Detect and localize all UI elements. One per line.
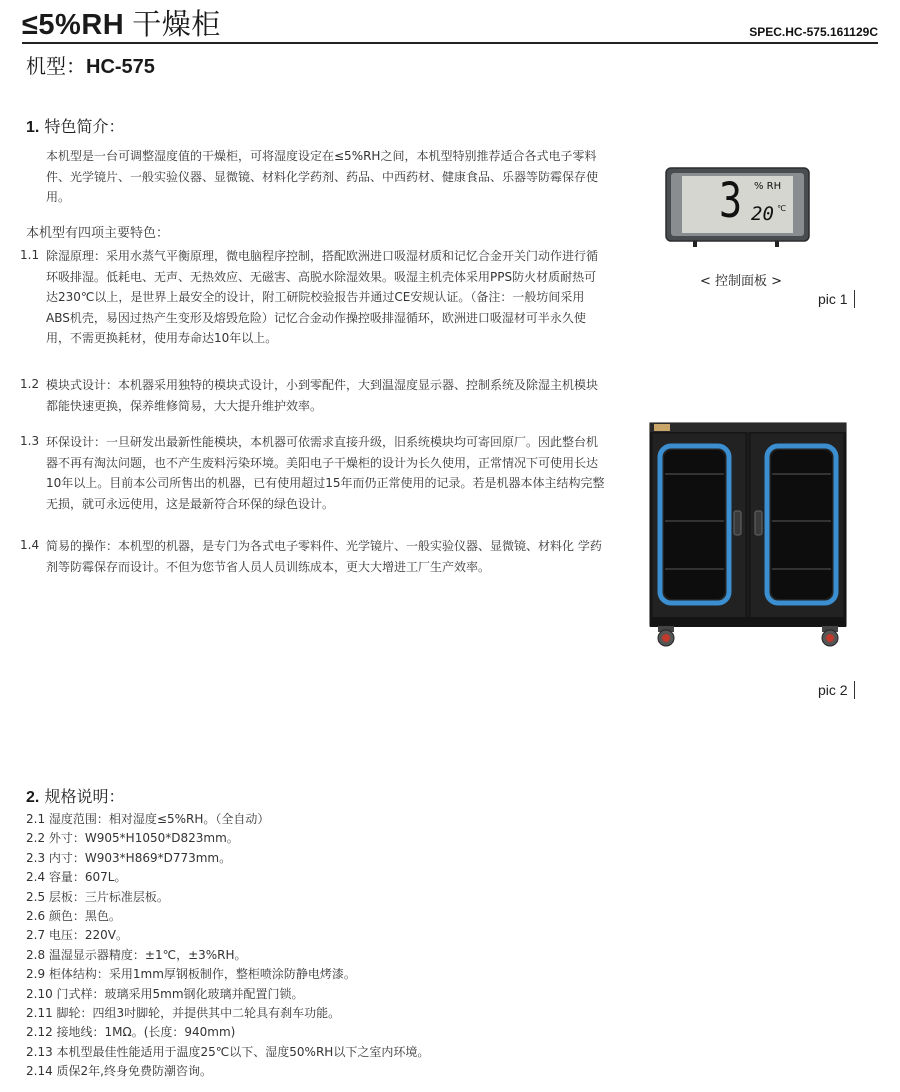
pic1-bracket (854, 290, 855, 308)
spec-item: 2.11 脚轮：四组3吋脚轮，并提供其中二轮具有刹车功能。 (26, 1006, 341, 1021)
section1-heading: 1. 特色简介： (26, 117, 125, 136)
feature-text: 模块式设计：本机器采用独特的模块式设计，小到零配件，大到温湿度显示器、控制系统及除湿主机模块都能快速更换，保养维修简易，大大提升维护效率。 (46, 378, 599, 413)
spec-item: 2.4 容量：607L。 (26, 870, 127, 885)
feature-num: 1.2 (20, 377, 40, 391)
spec-item: 2.7 电压：220V。 (26, 928, 129, 943)
page-title: ≤5%RH 干燥柜 (22, 7, 221, 41)
feature-text: 除湿原理：采用水蒸气平衡原理，微电脑程序控制，搭配欧洲进口吸湿材质和记忆合金开关门动作进行循环吸排湿。低耗电、无声、无热效应、无磁害、高脱水除湿效果。吸湿主机壳体采用PPS防火材质耐热可达230℃以上，是世界上最安全的设计，附工研院校验报告并通过CE安规认证。（备注：一般坊间采用ABS机壳，易因过热产生变形及熔毁危险）记忆合金动作操控吸排湿循环，欧洲进口吸湿材可半永久使用，不需更换耗材，使用寿命达10年以上。 (46, 249, 599, 345)
feature-num: 1.4 (20, 538, 40, 552)
spec-item: 2.12 接地线：1MΩ。(长度：940mm) (26, 1025, 236, 1040)
lcd-temperature: 20 (751, 203, 774, 225)
model-heading: 机型：HC-575 (26, 54, 155, 78)
spec-item: 2.8 温湿显示器精度：±1℃，±3%RH。 (26, 947, 247, 962)
spec-item: 2.9 柜体结构：采用1mm厚钢板制作，整柜喷涂防静电烤漆。 (26, 967, 356, 982)
spec-item: 2.3 内寸：W903*H869*D773mm。 (26, 850, 232, 865)
pic2-label: pic 2 (818, 682, 848, 698)
pic2-bracket (854, 681, 855, 699)
section1-intro: 本机型是一台可调整湿度值的干燥柜，可将湿度设定在≤5%RH之间，本机型特别推荐适合各式电子零料件、光学镜片、一般实验仪器、显微镜、材料化学药剂、药品、中西药材、健康食品、乐器等防霉保存使用。 (46, 149, 599, 204)
spec-item: 2.1 湿度范围：相对湿度≤5%RH。（全自动） (26, 812, 270, 826)
spec-item: 2.6 颜色：黑色。 (26, 909, 121, 924)
spec-item: 2.14 质保2年,终身免费防潮咨询。 (26, 1064, 212, 1079)
spec-item: 2.10 门式样：玻璃采用5mm钢化玻璃并配置门锁。 (26, 986, 304, 1001)
control-panel-caption: < 控制面板 > (700, 274, 783, 289)
pic1-label: pic 1 (818, 291, 848, 307)
lcd-temp-unit: ℃ (777, 204, 786, 213)
spec-code: SPEC.HC-575.161129C (749, 25, 878, 39)
lcd-humidity-digit: 3 (719, 173, 743, 229)
section2-heading: 2. 规格说明： (26, 787, 125, 806)
spec-item: 2.13 本机型最佳性能适用于温度25℃以下、湿度50%RH以下之室内环境。 (26, 1044, 430, 1059)
feature-text: 环保设计：一旦研发出最新性能模块，本机器可依需求直接升级，旧系统模块均可寄回原厂。因此整台机器不再有淘汰问题，也不产生废料污染环境。美阳电子干燥柜的设计为长久使用，正常情况下可使用长达10年以上。目前本公司所售出的机器，已有使用超过15年而仍正常使用的记录。若是机器本体主结构完整无损，就可永远使用，这是最新符合环保的绿色设计。 (46, 435, 605, 511)
lcd-rh-unit: % RH (754, 181, 782, 192)
control-panel-image (665, 167, 810, 247)
feature-num: 1.1 (20, 248, 40, 262)
feature-text: 简易的操作：本机型的机器，是专门为各式电子零料件、光学镜片、一般实验仪器、显微镜、材料化 学药剂等防霉保存而设计。不但为您节省人员人员训练成本，更大大增进工厂生产效率。 (46, 539, 602, 574)
spec-item: 2.5 层板：三片标准层板。 (26, 889, 169, 904)
cabinet-image (648, 421, 848, 648)
spec-item: 2.2 外寸：W905*H1050*D823mm。 (26, 831, 239, 846)
spec-list (26, 810, 429, 1082)
header-divider (22, 42, 878, 44)
feature-num: 1.3 (20, 434, 40, 448)
features-heading: 本机型有四项主要特色： (26, 226, 170, 241)
